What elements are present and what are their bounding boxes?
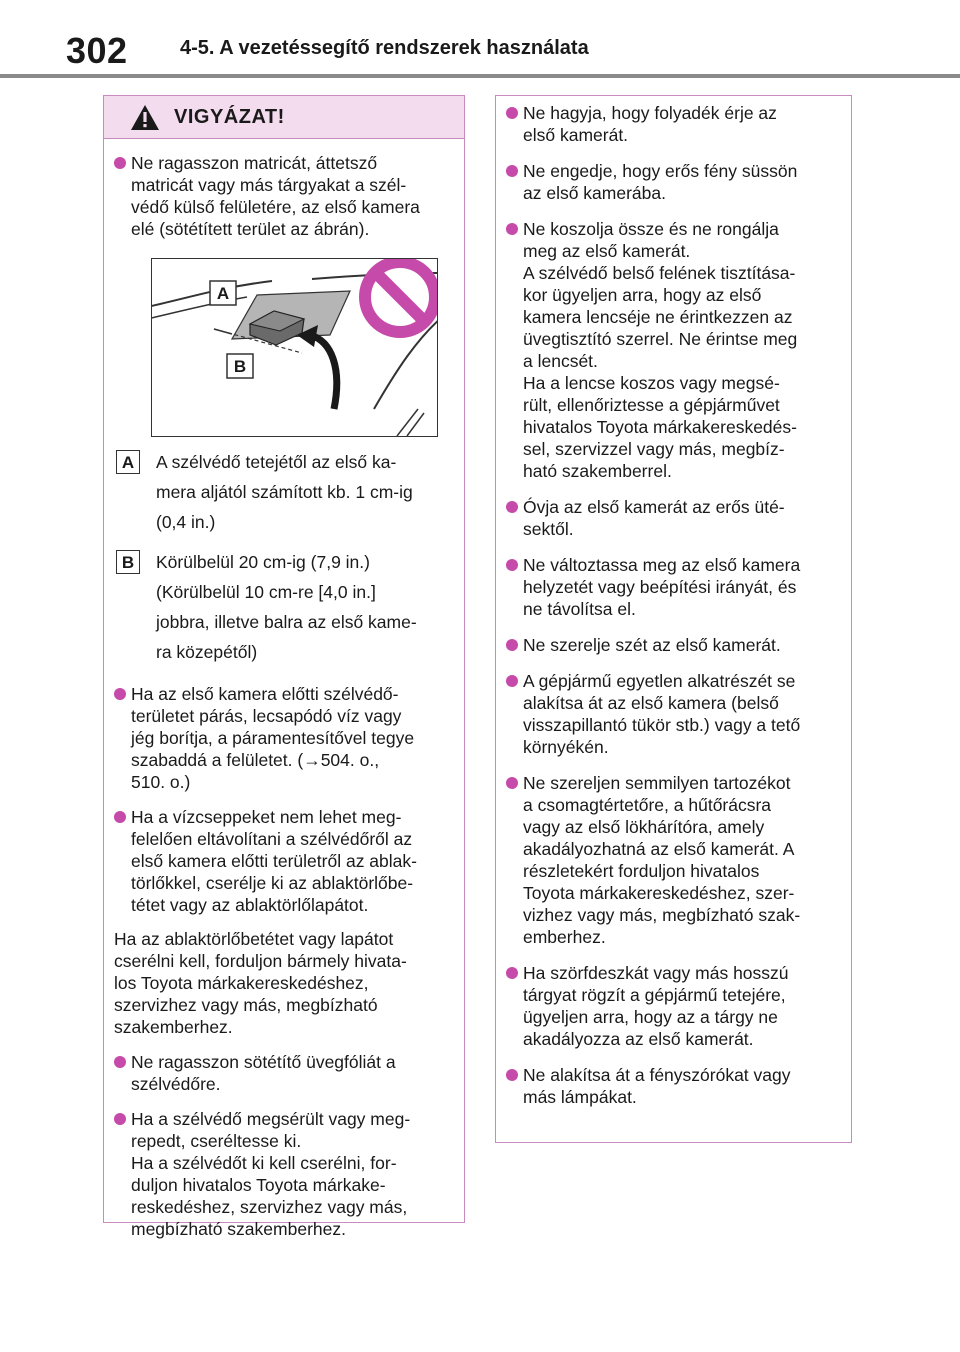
caution-box-left (103, 95, 465, 1239)
list-item: Ha az első kamera előtti szélvédő- területet párás, lecsapódó víz vagy jég borítja, a páramentesítővel tegye szabaddá a felületet. (→504. o., 510. o.) (114, 683, 454, 793)
list-item: Óvja az első kamerát az erős üté- sektől. (506, 496, 841, 540)
definition-a: A A szélvédő tetejétől az első ka- mera aljától számított kb. 1 cm-ig (0,4 in.) (114, 447, 454, 537)
list-item: Ne alakítsa át a fényszórókat vagy más lámpákat. (506, 1064, 841, 1108)
list-item: Ne koszolja össze és ne rongálja meg az első kamerát. A szélvédő belső felének tisztítása- kor ügyeljen arra, hogy az első kamera lencséje ne érintkezzen az üvegtisztító szerrel. Ne érintse meg a lencsét. Ha a lencse koszos vagy megsé- rült, ellenőriztesse a gépjárművet hivatalos Toyota márkakereskedés- sel, szervizzel vagy más, megbíz- ható szakemberrel. (506, 218, 841, 482)
section-title: 4-5. A vezetéssegítő rendszerek használata (180, 37, 589, 59)
figure-label-b: B (233, 357, 247, 376)
warning-triangle-icon (130, 104, 160, 131)
caution-box-right (495, 95, 852, 1143)
list-item: Ne hagyja, hogy folyadék érje az első kamerát. (506, 102, 841, 146)
definition-b: B Körülbelül 20 cm-ig (7,9 in.) (Körülbelül 10 cm-re [4,0 in.] jobbra, illetve balra az első kame- ra közepétől) (114, 547, 454, 667)
list-item: Ne szereljen semmilyen tartozékot a csomagtértetőre, a hűtőrácsra vagy az első lökhárítóra, amely akadályozhatná az első kamerát. A részletekért forduljon hivatalos Toyota márkakereskedéshez, szer- vizhez vagy más, megbízható szak- emberhez. (506, 772, 841, 948)
list-item: Ne ragasszon matricát, áttetsző matricát vagy más tárgyakat a szél- védő külső felületére, az első kamera elé (sötétített terület az ábrán). (114, 152, 454, 240)
page-number: 302 (66, 30, 128, 71)
caution-header (104, 96, 464, 139)
figure-label-a: A (216, 284, 230, 303)
list-item: A gépjármű egyetlen alkatrészét se alakítsa át az első kamera (belső visszapillantó tükör stb.) vagy a tető környékén. (506, 670, 841, 758)
page-header (0, 0, 960, 80)
camera-area-figure (151, 258, 438, 437)
label-b-badge: B (116, 550, 140, 574)
paragraph: Ha az ablaktörlőbetétet vagy lapátot cserélni kell, forduljon bármely hivata- los Toyota márkakereskedéshez, szervizhez vagy más, megbízható szakemberhez. (114, 929, 407, 1037)
list-item: Ha a vízcseppeket nem lehet meg- felelően eltávolítani a szélvédőről az első kamera előtti területről az ablak- törlőkkel, cserélje ki az ablaktörlőbe- tétet vagy az ablaktörlőlapátot. (114, 806, 454, 916)
list-item: Ne szerelje szét az első kamerát. (506, 634, 841, 656)
label-a-badge: A (116, 450, 140, 474)
windshield-illustration (152, 259, 437, 436)
list-item: Ne ragasszon sötétítő üvegfóliát a szélvédőre. (114, 1051, 454, 1095)
list-item: Ha szörfdeszkát vagy más hosszú tárgyat rögzít a gépjármű tetejére, ügyeljen arra, hogy az a tárgy ne akadályozza az első kamerát. (506, 962, 841, 1050)
header-rule (0, 74, 960, 78)
caution-title: VIGYÁZAT! (174, 105, 285, 128)
list-item: Ne változtassa meg az első kamera helyzetét vagy beépítési irányát, és ne távolítsa el. (506, 554, 841, 620)
list-item: Ha a szélvédő megsérült vagy meg- repedt, cseréltesse ki. Ha a szélvédőt ki kell cserélni, for- duljon hivatalos Toyota márkake- reskedéshez, szervizhez vagy más, megbízható szakemberhez. (114, 1108, 454, 1240)
prohibited-sign-icon (365, 262, 435, 332)
list-item: Ne engedje, hogy erős fény süssön az első kamerába. (506, 160, 841, 204)
